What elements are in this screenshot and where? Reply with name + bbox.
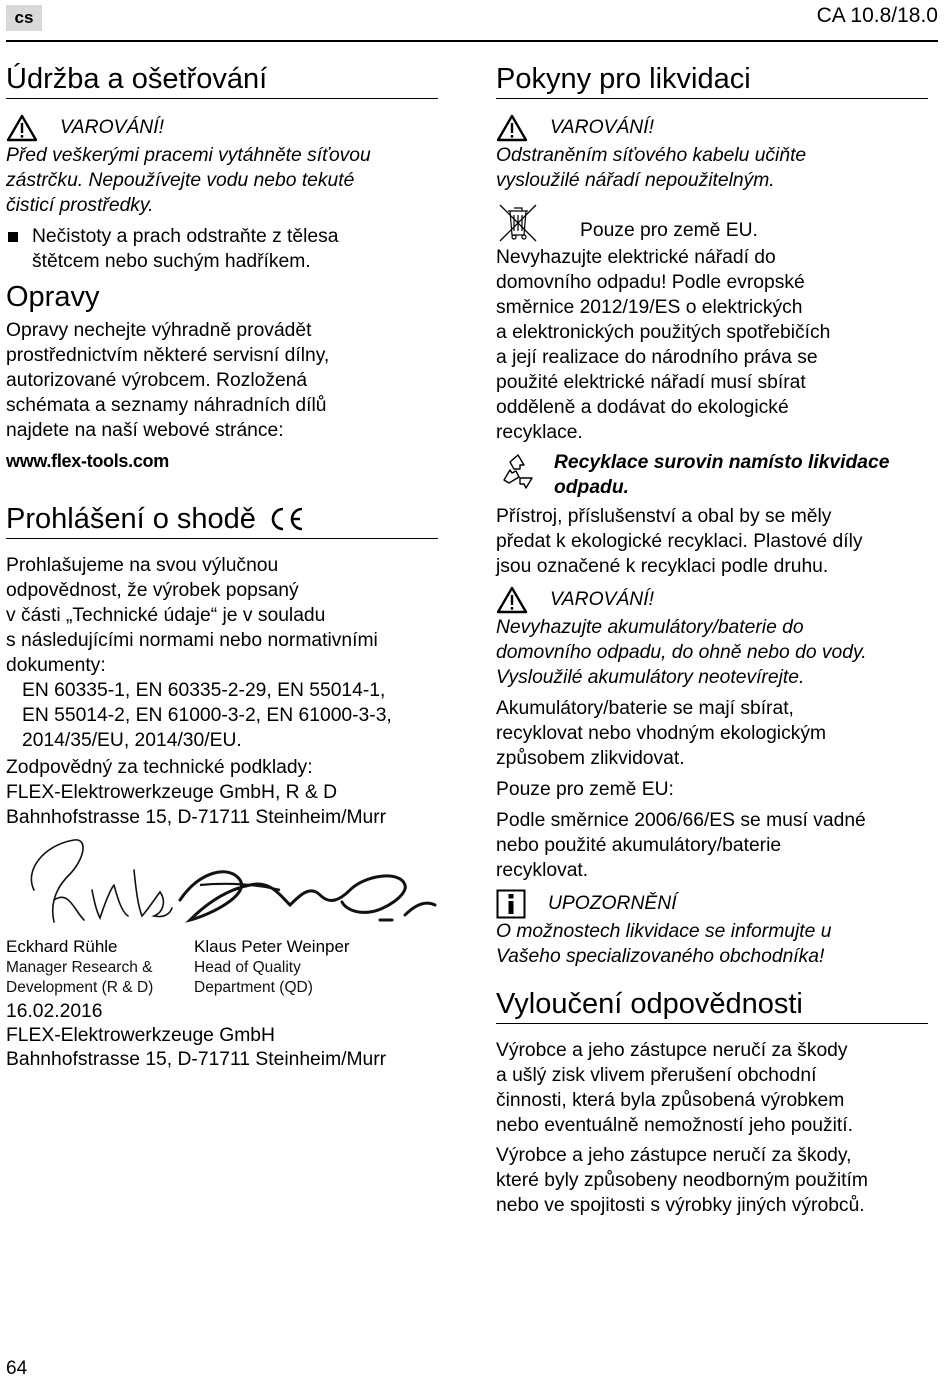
recycle-row bbox=[496, 450, 928, 500]
eu-only-label-2: Pouze pro země EU: bbox=[496, 779, 674, 800]
text-line: Před veškerými pracemi vytáhněte síťovou bbox=[6, 145, 371, 166]
disposal-title: Pokyny pro likvidaci bbox=[496, 63, 751, 95]
text-line: Výrobce a jeho zástupce neručí za škody bbox=[496, 1040, 848, 1061]
page-number: 64 bbox=[6, 1358, 28, 1379]
text-line: a ušlý zisk vlivem přerušení obchodní bbox=[496, 1065, 817, 1086]
text-line: odpadu. bbox=[554, 477, 629, 498]
info-icon bbox=[496, 889, 526, 919]
text-line: Akumulátory/baterie se mají sbírat, bbox=[496, 698, 794, 719]
signer-2-name: Klaus Peter Weinper bbox=[194, 937, 350, 956]
text-line: FLEX-Elektrowerkzeuge GmbH, R & D bbox=[6, 782, 338, 803]
repair-title: Opravy bbox=[6, 281, 100, 313]
text-line: činnosti, která byla způsobená výrobkem bbox=[496, 1090, 845, 1111]
warning-triangle-icon bbox=[6, 114, 38, 142]
recycle-heading bbox=[554, 450, 889, 500]
left-column bbox=[6, 60, 438, 830]
warning-1 bbox=[6, 113, 438, 143]
model-number: CA 10.8/18.0 bbox=[816, 4, 938, 27]
warning-3 bbox=[496, 585, 928, 615]
text-line: nebo ve spojitosti s výrobky jiných výrobců. bbox=[496, 1195, 865, 1216]
text-line: Podle směrnice 2006/66/ES se musí vadné bbox=[496, 810, 866, 831]
signer-2 bbox=[194, 936, 350, 998]
text-line: Recyklace surovin namísto likvidace bbox=[554, 452, 890, 473]
text-line: Nečistoty a prach odstraňte z tělesa bbox=[32, 226, 339, 247]
eu-only-label: Pouze pro země EU. bbox=[580, 219, 758, 241]
text-line: v části „Technické údaje“ je v souladu bbox=[6, 605, 326, 626]
signer-2-role: Head of Quality bbox=[194, 959, 301, 976]
warning-3-text bbox=[496, 615, 928, 690]
norms-list bbox=[6, 678, 438, 753]
warning-3-label: VAROVÁNÍ! bbox=[550, 589, 654, 610]
text-line: směrnice 2012/19/ES o elektrických bbox=[496, 297, 803, 318]
website-link[interactable]: www.flex-tools.com bbox=[6, 451, 169, 471]
declaration-title: Prohlášení o shodě bbox=[6, 503, 256, 535]
warning-2-label: VAROVÁNÍ! bbox=[550, 117, 654, 138]
text-line: schémata a seznamy náhradních dílů bbox=[6, 395, 327, 416]
crossed-bin-icon bbox=[496, 201, 540, 245]
text-line: autorizované výrobcem. Rozložená bbox=[6, 370, 308, 391]
declaration-footer bbox=[6, 1000, 438, 1072]
bullet-square-icon bbox=[8, 232, 18, 242]
warning-1-text bbox=[6, 143, 438, 218]
text-line: které byly způsobeny neodborným použitím bbox=[496, 1170, 868, 1191]
text-line: 2014/35/EU, 2014/30/EU. bbox=[22, 730, 242, 751]
text-line: způsobem zlikvidovat. bbox=[496, 748, 685, 769]
text-line: odděleně a dodávat do ekologické bbox=[496, 397, 789, 418]
text-line: vysloužilé nářadí nepoužitelným. bbox=[496, 170, 775, 191]
warning-1-label: VAROVÁNÍ! bbox=[60, 117, 164, 138]
signature-weinper bbox=[170, 860, 440, 930]
text-line: a její realizace do národního práva se bbox=[496, 347, 818, 368]
text-line: Přístroj, příslušenství a obal by se měly bbox=[496, 506, 832, 527]
signer-1-role: Manager Research & bbox=[6, 959, 153, 976]
warning-2-text bbox=[496, 143, 928, 193]
text-line: domovního odpadu! Podle evropské bbox=[496, 272, 805, 293]
text-line: recyklovat. bbox=[496, 860, 589, 881]
text-line: Bahnhofstrasse 15, D-71711 Steinheim/Murr bbox=[6, 807, 387, 828]
header-divider bbox=[6, 40, 938, 42]
text-line: EN 60335-1, EN 60335-2-29, EN 55014-1, bbox=[22, 680, 386, 701]
text-line: najdete na naší webové stránce: bbox=[6, 420, 284, 441]
text-line: Odstraněním síťového kabelu učiňte bbox=[496, 145, 807, 166]
warning-triangle-icon bbox=[496, 586, 528, 614]
text-line: Výrobce a jeho zástupce neručí za škody, bbox=[496, 1145, 852, 1166]
text-line: jsou označené k recyklaci podle druhu. bbox=[496, 556, 829, 577]
eu-text bbox=[496, 245, 928, 445]
text-line: nebo použité akumulátory/baterie bbox=[496, 835, 782, 856]
text-line: Opravy nechejte výhradně provádět bbox=[6, 320, 312, 341]
text-line: prostřednictvím některé servisní dílny, bbox=[6, 345, 330, 366]
text-line: a elektronických použitých spotřebičích bbox=[496, 322, 831, 343]
liability-text-1 bbox=[496, 1038, 928, 1138]
text-line: štětcem nebo suchým hadříkem. bbox=[32, 251, 311, 272]
text-line: Bahnhofstrasse 15, D-71711 Steinheim/Murr bbox=[6, 1049, 387, 1070]
text-line: Vašeho specializovaného obchodníka! bbox=[496, 946, 825, 967]
text-line: odpovědnost, že výrobek popsaný bbox=[6, 580, 299, 601]
note bbox=[496, 889, 928, 919]
text-line: Vysloužilé akumulátory neotevírejte. bbox=[496, 667, 805, 688]
battery-text bbox=[496, 696, 928, 771]
text-line: Nevyhazujte elektrické nářadí do bbox=[496, 247, 776, 268]
responsible-text bbox=[6, 755, 438, 830]
repair-text bbox=[6, 318, 438, 443]
text-line: EN 55014-2, EN 61000-3-2, EN 61000-3-3, bbox=[22, 705, 392, 726]
signature-ruhle bbox=[14, 830, 174, 930]
text-line: recyklovat nebo vhodným ekologickým bbox=[496, 723, 827, 744]
text-line: zástrčku. Nepoužívejte vodu nebo tekuté bbox=[6, 170, 355, 191]
signer-2-role: Department (QD) bbox=[194, 979, 313, 996]
warning-2 bbox=[496, 113, 928, 143]
recycle-icon bbox=[496, 450, 540, 494]
eu-only-row bbox=[496, 201, 928, 245]
bullet-item bbox=[6, 224, 438, 274]
liability-title: Vyloučení odpovědnosti bbox=[496, 988, 803, 1020]
text-line: nebo eventuálně nemožností jeho použití. bbox=[496, 1115, 853, 1136]
text-line: O možnostech likvidace se informujte u bbox=[496, 921, 832, 942]
note-text bbox=[496, 919, 928, 969]
note-label: UPOZORNĚNÍ bbox=[548, 893, 677, 914]
text-line: FLEX-Elektrowerkzeuge GmbH bbox=[6, 1025, 275, 1046]
declaration-header bbox=[6, 500, 438, 538]
signer-1 bbox=[6, 936, 153, 998]
right-column bbox=[496, 60, 928, 1218]
signer-1-role: Development (R & D) bbox=[6, 979, 154, 996]
text-line: Zodpovědný za technické podklady: bbox=[6, 757, 313, 778]
maintenance-title: Údržba a ošetřování bbox=[6, 63, 268, 95]
text-line: dokumenty: bbox=[6, 655, 106, 676]
text-line: předat k ekologické recyklaci. Plastové díly bbox=[496, 531, 863, 552]
signer-1-name: Eckhard Rühle bbox=[6, 937, 118, 956]
text-line: Nevyhazujte akumulátory/baterie do bbox=[496, 617, 804, 638]
text-line: domovního odpadu, do ohně nebo do vody. bbox=[496, 642, 867, 663]
battery-text-2 bbox=[496, 808, 928, 883]
text-line: recyklace. bbox=[496, 422, 583, 443]
text-line: Prohlašujeme na svou výlučnou bbox=[6, 555, 279, 576]
liability-text-2 bbox=[496, 1143, 928, 1218]
language-tag: cs bbox=[6, 5, 42, 31]
text-line: s následujícími normami nebo normativními bbox=[6, 630, 378, 651]
text-line: použité elektrické nářadí musí sbírat bbox=[496, 372, 806, 393]
warning-triangle-icon bbox=[496, 114, 528, 142]
declaration-text bbox=[6, 553, 438, 678]
ce-mark-icon bbox=[266, 506, 306, 532]
recycle-text bbox=[496, 504, 928, 579]
text-line: čisticí prostředky. bbox=[6, 195, 154, 216]
text-line: 16.02.2016 bbox=[6, 1001, 103, 1022]
